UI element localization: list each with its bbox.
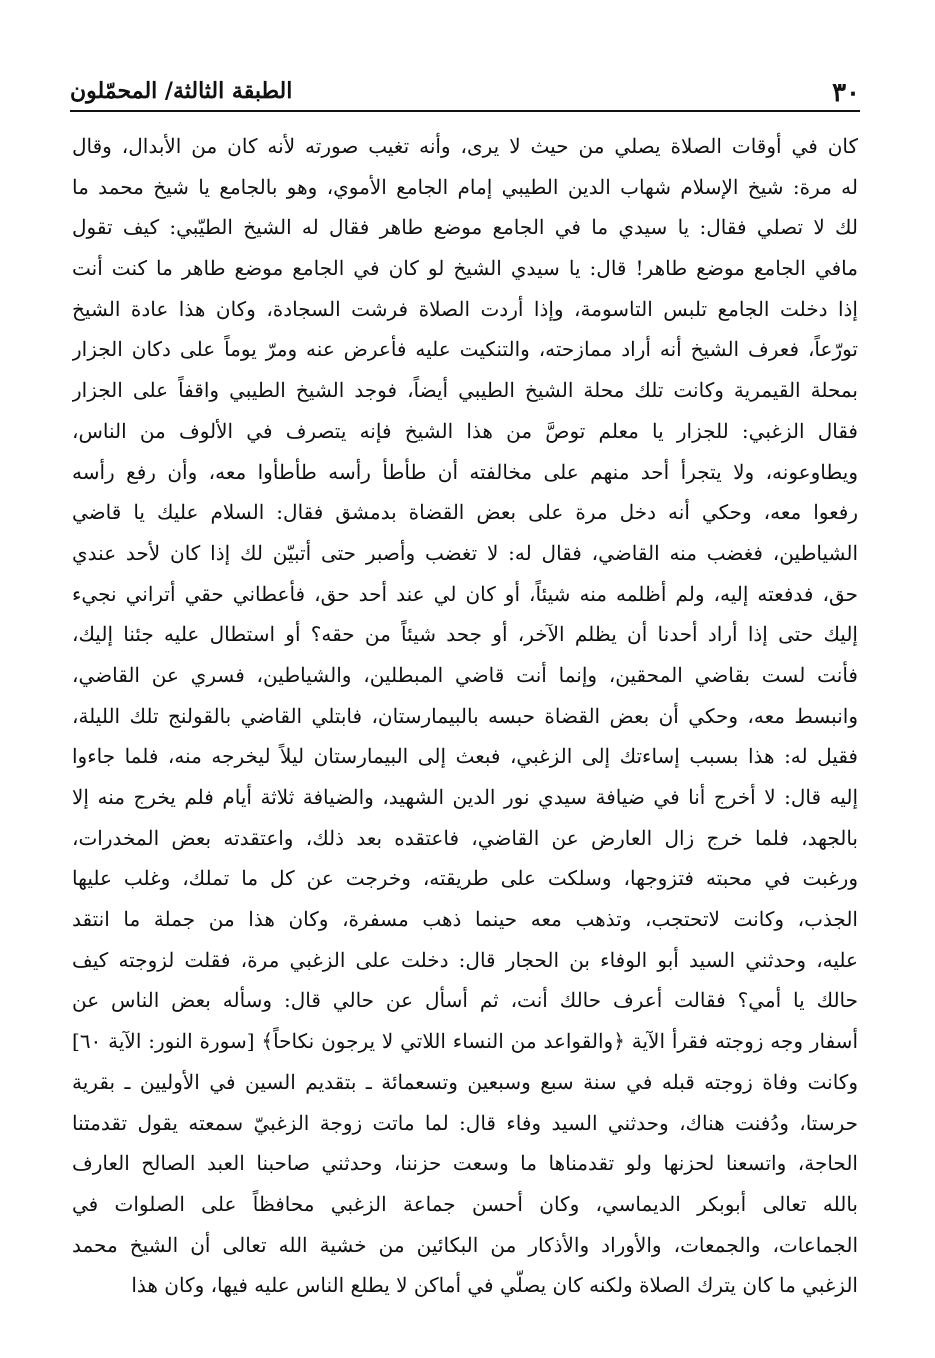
- page-number: ٣٠: [832, 78, 860, 108]
- text-line: بالجهد، فلما خرج زال العارض عن القاضي، فاعتقده بعد ذلك، واعتقدته بعض المخدرات،: [72, 825, 858, 850]
- text-line: إليه قال: لا أخرج أنا في ضيافة سيدي نور الدين الشهيد، والضيافة ثلاثة أيام فلم يخرج منه إلا: [72, 785, 858, 809]
- text-line: إذا دخلت الجامع تلبس التاسومة، وإذا أردت الصلاة فرشت السجادة، وكان هذا عادة الشيخ: [72, 296, 858, 321]
- text-line: لك لا تصلي فقال: يا سيدي ما في الجامع موضع طاهر فقال له الشيخ الطيّبي: كيف تقول: [72, 215, 858, 240]
- text-line: الجذب، وكانت لاتحتجب، وتذهب معه حينما ذهب مسفرة، وكان هذا من جملة ما انتقد: [72, 907, 858, 932]
- text-line: حرستا، ودُفنت هناك، وحدثني السيد وفاء قال: لما ماتت زوجة الزغبيّ سمعته يقول تقدمتنا: [72, 1110, 858, 1135]
- text-line: وانبسط معه، وحكي أن بعض القضاة حبسه بالبيمارستان، فابتلي القاضي بالقولنج تلك الليلة،: [72, 703, 858, 728]
- page-header: [70, 58, 860, 108]
- running-title: الطبقة الثالثة/ المحمّلون: [70, 78, 293, 104]
- text-line: حق، فدفعته إليه، ولم أظلمه منه شيئاً، أو كان لي عند أحد حق، فأعطاني حقي أتراني نجيء: [72, 581, 858, 606]
- text-line: بالله تعالى أبوبكر الديماسي، وكان أحسن جماعة الزغبي محافظاً على الصلوات في: [72, 1191, 858, 1216]
- text-line: بمحلة القيمرية وكانت تلك محلة الشيخ الطيبي أيضاً، فوجد الشيخ الطيبي واقفاً على الجزار: [72, 378, 858, 403]
- text-line: مافي الجامع موضع طاهر! قال: يا سيدي الشيخ لو كان في الجامع موضع طاهر ما كنت أنت: [72, 256, 858, 281]
- text-line: أسفار وجه زوجته فقرأ الآية ﴿والقواعد من النساء اللاتي لا يرجون نكاحاً﴾ [سورة النور: الآية ٦٠]: [72, 1029, 858, 1054]
- text-line: كان في أوقات الصلاة يصلي من حيث لا يرى، وأنه تغيب صورته لأنه كان من الأبدال، وقال: [72, 134, 858, 158]
- body-text: [72, 126, 858, 1306]
- text-line: الحاجة، واتسعنا لحزنها ولو تقدمناها ما وسعت حزننا، وحدثني صاحبنا العبد الصالح العارف: [72, 1151, 858, 1176]
- text-line: ورغبت في محبته فتزوجها، وسلكت على طريقته، وخرجت عن كل ما تملك، وغلب عليها: [72, 866, 858, 891]
- text-line: الشياطين، فغضب منه القاضي، فقال له: لا تغضب وأصبر حتى أتبيّن لك إذا كان لأحد عندي: [72, 540, 858, 565]
- text-line: تورّعاً، فعرف الشيخ أنه أراد ممازحته، والتنكيت عليه فأعرض عنه ومرّ يوماً على دكان الجزار: [72, 337, 858, 362]
- text-line: فقيل له: هذا بسبب إساءتك إلى الزغبي، فبعث إلى البيمارستان ليلاً ليخرجه منه، فلما جاءوا: [72, 744, 858, 769]
- text-line: وكانت وفاة زوجته قبله في سنة سبع وسبعين وتسعمائة ـ بتقديم السين في الأوليين ـ بقرية: [72, 1069, 858, 1094]
- text-line: حالك يا أمي؟ فقالت أعرف حالك أنت، ثم أسأل عن حالي قال: وسأله بعض الناس عن: [72, 988, 858, 1013]
- text-line: فأنت لست بقاضي المحقين، وإنما أنت قاضي المبطلين، والشياطين، فسري عن القاضي،: [72, 662, 858, 687]
- text-line: ويطاوعونه، ولا يتجرأ أحد منهم على مخالفته أن طأطأ رأسه طأطأوا معه، وأن رفع رأسه: [72, 459, 858, 484]
- text-line: الزغبي ما كان يترك الصلاة ولكنه كان يصلّي في أماكن لا يطلع الناس عليه فيها، وكان هذا: [131, 1273, 858, 1298]
- text-line: رفعوا معه، وحكي أنه دخل مرة على بعض القضاة بدمشق فقال: السلام عليك يا قاضي: [72, 500, 858, 525]
- header-divider: [70, 110, 860, 112]
- text-line: عليه، وحدثني السيد أبو الوفاء بن الحجار قال: دخلت على الزغبي مرة، فقلت لزوجته كيف: [72, 947, 858, 972]
- text-line: فقال الزغبي: للجزار يا معلم توصَّ من هذا الشيخ فإنه يتصرف في الألوف من الناس،: [72, 418, 858, 443]
- text-line: الجماعات، والجمعات، والأوراد والأذكار من البكائين من خشية الله تعالى أن الشيخ محمد: [72, 1232, 858, 1257]
- text-line: له مرة: شيخ الإسلام شهاب الدين الطيبي إمام الجامع الأموي، وهو بالجامع يا شيخ محمد ما: [72, 174, 858, 199]
- text-line: إليك حتى إذا أراد أحدنا أن يظلم الآخر، أو جحد شيئاً من حقه؟ أو استطال عليه جئنا إليك،: [72, 622, 858, 647]
